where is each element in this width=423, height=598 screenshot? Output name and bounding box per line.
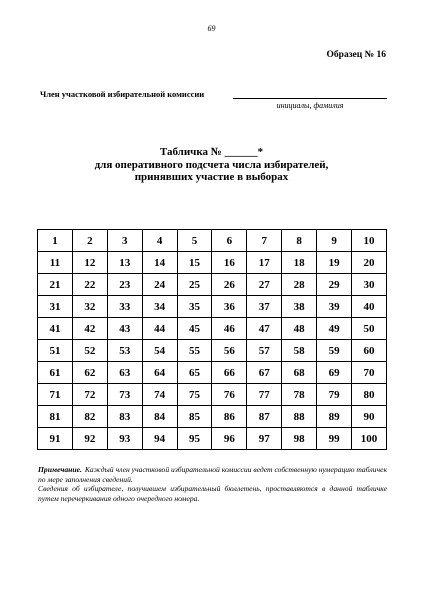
title-line-1: Табличка № ______* xyxy=(159,146,264,158)
number-cell: 99 xyxy=(317,428,352,450)
number-cell: 3 xyxy=(107,230,142,252)
number-cell: 5 xyxy=(177,230,212,252)
number-cell: 41 xyxy=(38,318,73,340)
number-cell: 18 xyxy=(282,252,317,274)
number-cell: 46 xyxy=(212,318,247,340)
number-cell: 56 xyxy=(212,340,247,362)
number-cell: 85 xyxy=(177,406,212,428)
number-cell: 21 xyxy=(38,274,73,296)
number-cell: 98 xyxy=(282,428,317,450)
number-cell: 42 xyxy=(72,318,107,340)
number-cell: 4 xyxy=(142,230,177,252)
number-cell: 50 xyxy=(352,318,387,340)
number-cell: 77 xyxy=(247,384,282,406)
number-cell: 62 xyxy=(72,362,107,384)
number-cell: 89 xyxy=(317,406,352,428)
number-cell: 19 xyxy=(317,252,352,274)
number-cell: 80 xyxy=(352,384,387,406)
table-row xyxy=(38,428,387,450)
number-cell: 83 xyxy=(107,406,142,428)
number-cell: 10 xyxy=(352,230,387,252)
page-number: 69 xyxy=(207,24,216,33)
number-cell: 1 xyxy=(38,230,73,252)
number-cell: 96 xyxy=(212,428,247,450)
number-cell: 76 xyxy=(212,384,247,406)
number-cell: 87 xyxy=(247,406,282,428)
table-row xyxy=(38,340,387,362)
table-row xyxy=(38,362,387,384)
title-line-3: принявших участие в выборах xyxy=(134,171,289,183)
number-cell: 53 xyxy=(107,340,142,362)
number-cell: 58 xyxy=(282,340,317,362)
number-cell: 72 xyxy=(72,384,107,406)
number-cell: 51 xyxy=(38,340,73,362)
number-cell: 64 xyxy=(142,362,177,384)
table-row xyxy=(38,296,387,318)
number-cell: 14 xyxy=(142,252,177,274)
number-cell: 12 xyxy=(72,252,107,274)
number-cell: 79 xyxy=(317,384,352,406)
note-heading: Примечание. xyxy=(38,465,82,474)
table-row xyxy=(38,252,387,274)
table-title xyxy=(0,146,423,184)
number-cell: 8 xyxy=(282,230,317,252)
number-cell: 48 xyxy=(282,318,317,340)
number-cell: 24 xyxy=(142,274,177,296)
number-cell: 45 xyxy=(177,318,212,340)
number-cell: 22 xyxy=(72,274,107,296)
number-cell: 15 xyxy=(177,252,212,274)
number-cell: 29 xyxy=(317,274,352,296)
number-cell: 49 xyxy=(317,318,352,340)
number-cell: 25 xyxy=(177,274,212,296)
number-cell: 100 xyxy=(352,428,387,450)
table-row xyxy=(38,318,387,340)
number-cell: 54 xyxy=(142,340,177,362)
number-cell: 28 xyxy=(282,274,317,296)
number-cell: 90 xyxy=(352,406,387,428)
number-cell: 95 xyxy=(177,428,212,450)
note-paragraph-1 xyxy=(38,465,387,484)
number-cell: 94 xyxy=(142,428,177,450)
number-cell: 17 xyxy=(247,252,282,274)
number-cell: 92 xyxy=(72,428,107,450)
number-cell: 60 xyxy=(352,340,387,362)
number-cell: 97 xyxy=(247,428,282,450)
number-cell: 63 xyxy=(107,362,142,384)
signature-line xyxy=(233,98,387,99)
numbers-table xyxy=(37,229,387,450)
number-cell: 78 xyxy=(282,384,317,406)
number-cell: 75 xyxy=(177,384,212,406)
note-paragraph-2 xyxy=(38,484,387,503)
table-row xyxy=(38,274,387,296)
number-cell: 74 xyxy=(142,384,177,406)
number-cell: 31 xyxy=(38,296,73,318)
signature-caption: инициалы, фамилия xyxy=(276,101,344,110)
number-cell: 68 xyxy=(282,362,317,384)
numbers-table-body xyxy=(38,230,387,450)
table-row xyxy=(38,384,387,406)
number-cell: 2 xyxy=(72,230,107,252)
number-cell: 71 xyxy=(38,384,73,406)
number-cell: 91 xyxy=(38,428,73,450)
number-cell: 57 xyxy=(247,340,282,362)
number-cell: 43 xyxy=(107,318,142,340)
number-cell: 40 xyxy=(352,296,387,318)
note-text-2: Сведения об избирателе, получившем избирательный бюллетень, проставляются в данной табличке путем перечеркивания одного очередного номера. xyxy=(38,484,387,503)
number-cell: 35 xyxy=(177,296,212,318)
number-cell: 20 xyxy=(352,252,387,274)
number-cell: 86 xyxy=(212,406,247,428)
number-cell: 70 xyxy=(352,362,387,384)
sample-label: Образец № 16 xyxy=(326,50,386,60)
number-cell: 69 xyxy=(317,362,352,384)
number-cell: 37 xyxy=(247,296,282,318)
number-cell: 47 xyxy=(247,318,282,340)
number-cell: 33 xyxy=(107,296,142,318)
number-cell: 27 xyxy=(247,274,282,296)
member-label: Член участковой избирательной комиссии xyxy=(40,89,205,99)
table-row xyxy=(38,406,387,428)
number-cell: 65 xyxy=(177,362,212,384)
number-cell: 23 xyxy=(107,274,142,296)
number-cell: 73 xyxy=(107,384,142,406)
number-cell: 59 xyxy=(317,340,352,362)
number-cell: 9 xyxy=(317,230,352,252)
note-text-1: Каждый член участковой избирательной комиссии ведет собственную нумерацию табличек по мере заполнения сведений. xyxy=(38,465,387,484)
number-cell: 52 xyxy=(72,340,107,362)
note xyxy=(38,465,387,503)
number-cell: 81 xyxy=(38,406,73,428)
number-cell: 16 xyxy=(212,252,247,274)
number-cell: 26 xyxy=(212,274,247,296)
number-cell: 61 xyxy=(38,362,73,384)
table-row xyxy=(38,230,387,252)
title-line-2: для оперативного подсчета числа избирателей, xyxy=(94,158,329,171)
number-cell: 6 xyxy=(212,230,247,252)
number-cell: 13 xyxy=(107,252,142,274)
number-cell: 55 xyxy=(177,340,212,362)
number-cell: 7 xyxy=(247,230,282,252)
number-cell: 88 xyxy=(282,406,317,428)
number-cell: 66 xyxy=(212,362,247,384)
number-cell: 36 xyxy=(212,296,247,318)
number-cell: 32 xyxy=(72,296,107,318)
number-cell: 34 xyxy=(142,296,177,318)
number-cell: 44 xyxy=(142,318,177,340)
number-cell: 93 xyxy=(107,428,142,450)
number-cell: 39 xyxy=(317,296,352,318)
number-cell: 84 xyxy=(142,406,177,428)
number-cell: 30 xyxy=(352,274,387,296)
number-cell: 11 xyxy=(38,252,73,274)
number-cell: 38 xyxy=(282,296,317,318)
number-cell: 67 xyxy=(247,362,282,384)
number-cell: 82 xyxy=(72,406,107,428)
